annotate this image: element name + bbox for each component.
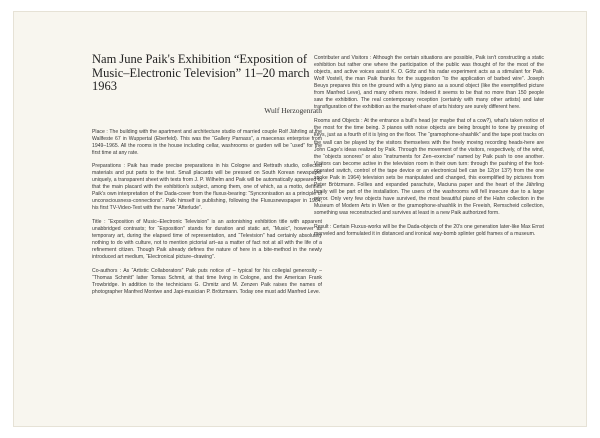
article-title: Nam June Paik's Exhibition “Exposition of Music–Electronic Television” 11–20 march 1963	[92, 52, 310, 93]
author-name: Wulf Herzogenrath	[264, 105, 322, 115]
paragraph-rooms-objects: Rooms and Objects : At the entrance a bull's head (or maybe that of a cow?), what's taken notice of the most for the time being. 3 pianos with noise objects are being brought to tone by pressing of keys, just as a fourth of it is lying on the floor. The “gramophone-shashlik” and the tape post tracks on the wall can be played by the visitors themselves with the freely moving recording heads-here are John Cage's ideas realized by Paik. Through the movement of the visitors, respectively, of the wind, the “objects sonores” or also “instruments for Zen–exercise” named by Paik push to one another. Visitors can become active in the television room in their own turn: through the pushing of the foot-operated switch, control of the tape device or an electronical bell can be 12(or 13?) from the one spoke Paik in 1964) television sets be manipulated and changed, this exemplified by pictures from Peter Brötzmann. Follies and expanded parachute, Maciuna paper and the heart of the Jährling family will be part of the installation. The users of the washrooms will fell insecure due to a large mirror. Only very few objects have survived, the most beautiful piano of the Hahn collection in the Museum of Modern Arts in Wien or the gramophone-shashlik in the Freeish, Remscheid collection, something was reconstructed and survives at least in a new Paik authorized form.	[314, 118, 544, 216]
paragraph-place: Place : The building with the apartment and architecture studio of married couple Rolf Jährling at the Wallfeste 67 in Wuppertal (Eberfeld). This was the “Gallery Parnass”, a maecenas enterprise from 1949–1965. All the rooms in the house including cellar, washrooms or garden will be “used” for the first time at any rate.	[92, 128, 322, 156]
left-column	[92, 53, 322, 302]
page-sheet	[14, 12, 586, 426]
paragraph-title: Title : “Exposition of Music–Electronic Television” is an astonishing exhibition title with apparent unabbridged contrasts; for “Exposition” stands for duration and static art, “Music”, however as temporary art, during the elapsed time of representation, and “Television” had certainly absolutely nothing to do with culture, not to mention pictorial art–as a matter of fact not at all with the life of a refinement citizen. Though Paik already defines the nature of here in a bite-method in the newly introduced art medium, “Electronical picture–drawing”.	[92, 219, 322, 261]
paragraph-co-authors: Co-authors : As “Artistic Collaborators” Paik puts notice of – typical for his collegial generosity – “Thomas Schmitt” latter Tomas Schmit, at that time living in Cologne, and the American Frank Trowbridge. In addition to the technicians G. Chmitz and M. Zenzen Paik raises the names of photographer Manfred Montwe and Japi-musician P. Brötzmann. Today one must add Manfred Leve.	[92, 267, 322, 295]
right-column	[314, 55, 544, 245]
paragraph-preparations: Preparations : Paik has made precise preparations in his Cologne and Rettrath studio, collected materials and put parts to the test. Small placards will be pressed on South Korean newspaper uniquely, a transparent sheet with texts from J. P. Wilhelm and Paik will be automatically appeared to that the main placard with the exhibition's subject, among them, one of which, as a motto, defines Paik's own interpretation of the Dada-cover from the fluxus-bearing: “Syncronisation as a principle of unconsciousness-connections”. Paik himself is publishing, following the Fluxusnewspaper in 1964, his first TV-Video-Text with the name “Afterlude”.	[92, 163, 322, 212]
paragraph-contributor-visitors: Contributer and Visitors : Although the certain situations are possible, Paik isn't constructing a static exhibition but rather one where the participation of the public was thought of for the most of the objects, and active voices assist K. O. Götz and his radar experiment acts as a stimulant for Paik. Wolf Vostell, the man Paik thanks for the suggestion “to the application of barbed wire”. Joseph Beuys prepares this on the ground with a lying piano as a sound object (like the exemplified picture from Manfred Leve), and many others more. Indeed it seems to be that no more than 150 people saw the exhibition. The real contemporary reception (certainly with many other artists) and later transfiguration of the exhibition as the market-share of arts history are surely different here.	[314, 55, 544, 111]
paragraph-result: Result : Certain Fluxus-works will be the Dada-objects of the 20's one generation later-like Max Ernst marveled and formulated it in distanced and ironical way-bomb splinter gold frames of a museum.	[314, 224, 544, 238]
